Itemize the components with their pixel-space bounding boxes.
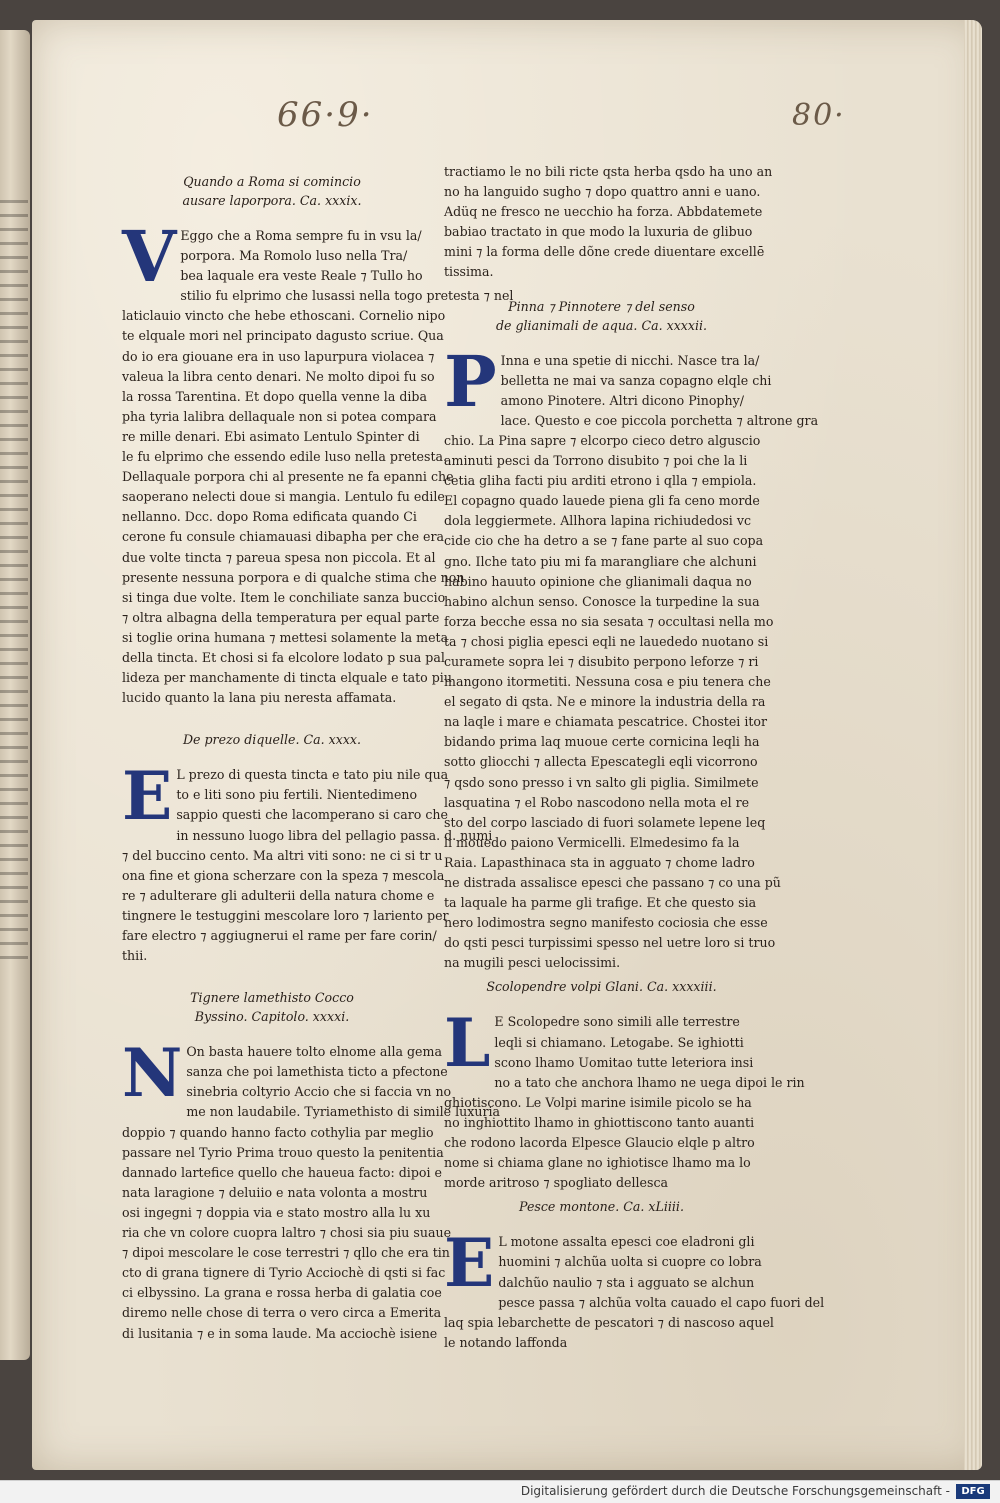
left-page-bleed-text — [0, 200, 28, 960]
text-line: el segato di qsta. Ne e minore la industria della ra — [444, 694, 766, 710]
text-line: Adüq ne fresco ne uecchio ha forza. Abbdatemete — [444, 204, 763, 220]
text-line: bea laquale era veste Reale ⁊ Tullo ho — [180, 268, 423, 284]
text-line: valeua la libra cento denari. Ne molto dipoi fu so — [122, 368, 435, 384]
text-line: no inghiottito lhamo in ghiottiscono tanto auanti — [444, 1114, 755, 1130]
text-line: habino hauuto opinione che glianimali daqua no — [444, 573, 752, 589]
decorated-initial: E — [122, 757, 173, 836]
marginalia-left: 66·9· — [277, 95, 374, 135]
text-line: habino alchun senso. Conosce la turpedine la sua — [444, 593, 760, 609]
text-line: tingnere le testuggini mescolare loro ⁊ lariento per — [122, 907, 449, 923]
text-line: Raia. Lapasthinaca sta in agguato ⁊ chome ladro — [444, 854, 755, 870]
decorated-initial: P — [444, 339, 497, 423]
text-line: aminuti pesci da Torrono disubito ⁊ poi che la li — [444, 453, 748, 469]
text-line: gno. Ilche tato piu mi fa marangliare che alchuni — [444, 553, 757, 569]
left-page-edge — [0, 30, 30, 1360]
chapter-heading — [122, 172, 422, 210]
chapter-40-text — [122, 757, 493, 966]
text-line: ci elbyssino. La grana e rossa herba di galatia coe — [122, 1285, 442, 1301]
chapter-heading — [444, 297, 759, 335]
heading-line: Byssino. Capitolo. xxxxi. — [194, 1009, 350, 1025]
text-line: ⁊ oltra albagna della temperatura per equal parte — [122, 609, 440, 625]
text-line: nero lodimostra segno manifesto cociosia che esse — [444, 915, 768, 931]
text-line: ta laquale ha parme gli trafige. Et che questo sia — [444, 895, 757, 911]
text-line: si toglie orina humana ⁊ mettesi solamente la meta — [122, 629, 449, 645]
heading-line: Tignere lamethisto Cocco — [190, 990, 354, 1006]
text-line: mini ⁊ la forma delle dõne crede diuentare excellē — [444, 244, 765, 260]
text-line: ⁊ del buccino cento. Ma altri viti sono: ne ci si tr u — [122, 847, 443, 863]
page-fore-edge — [964, 20, 982, 1470]
right-column — [444, 162, 825, 1353]
text-line: doppio ⁊ quando hanno facto cothylia par meglio — [122, 1124, 434, 1140]
dfg-logo: DFG — [956, 1484, 990, 1499]
text-line: belletta ne mai va sanza copagno elqle chi — [500, 372, 772, 388]
text-line: no a tato che anchora lhamo ne uega dipoi le rin — [494, 1074, 805, 1090]
text-line: ⁊ qsdo sono presso i vn salto gli piglia. Similmete — [444, 774, 759, 790]
text-line: osi ingegni ⁊ doppia via e stato mostro alla lu xu — [122, 1204, 431, 1220]
text-line: ne distrada assalisce epesci che passano ⁊ co una pũ — [444, 875, 781, 890]
decorated-initial: N — [122, 1034, 183, 1113]
text-line: lucido quanto la lana piu neresta affamata. — [122, 690, 397, 706]
text-line: ona fine et giona scherzare con la speza ⁊ mescola — [122, 867, 445, 883]
text-line: amono Pinotere. Altri dicono Pinophy/ — [500, 392, 744, 408]
heading-line: Pinna ⁊ Pinnotere ⁊ del senso — [508, 298, 695, 314]
text-line: tractiamo le no bili ricte qsta herba qsdo ha uno an — [444, 164, 773, 179]
chapter-heading — [122, 988, 422, 1026]
continuation-lines — [444, 162, 773, 283]
text-line: presente nessuna porpora e di qualche stima che non — [122, 569, 465, 585]
heading-line: De prezo diquelle. Ca. xxxx. — [182, 732, 362, 748]
text-line: do io era giouane era in uso lapurpura violacea ⁊ — [122, 348, 435, 364]
text-line: lace. Questo e coe piccola porchetta ⁊ altrone gra — [500, 412, 819, 428]
text-line: che rodono lacorda Elpesce Glaucio elqle p altro — [444, 1135, 755, 1151]
text-line: nellanno. Dcc. dopo Roma edificata quando Ci — [122, 509, 417, 525]
text-line: Dellaquale porpora chi al presente ne fa epanni che — [122, 469, 454, 485]
text-line: di lusitania ⁊ e in soma laude. Ma acciochè isiene — [122, 1325, 438, 1341]
text-line: diremo nelle chose di terra o vero circa a Emerita — [122, 1305, 442, 1321]
text-line: dalchũo naulio ⁊ sta i agguato se alchun — [498, 1274, 755, 1290]
text-line: ⁊ dipoi mescolare le cose terrestri ⁊ qllo che era tin — [122, 1245, 450, 1261]
heading-line: Quando a Roma si comincio — [183, 174, 361, 189]
funding-credit: Digitalisierung gefördert durch die Deutsche Forschungsgemeinschaft - — [520, 1484, 950, 1498]
text-line: thii. — [122, 948, 148, 964]
text-line: lasquatina ⁊ el Robo nascodono nella mota el re — [444, 794, 750, 810]
text-line: do qsti pesci turpissimi spesso nel uetre loro si truo — [444, 935, 776, 951]
text-line: re mille denari. Ebi asimato Lentulo Spinter di — [122, 428, 420, 444]
decorated-initial: E — [444, 1224, 495, 1303]
heading-line: Pesce montone. Ca. xLiiii. — [519, 1199, 684, 1215]
text-line: no ha languido sugho ⁊ dopo quattro anni e uano. — [444, 184, 761, 200]
text-line: nata laragione ⁊ deluiio e nata volonta a mostru — [122, 1184, 428, 1200]
chapter-42-lines — [444, 351, 819, 974]
text-line: porpora. Ma Romolo luso nella Tra/ — [180, 248, 408, 264]
text-line: sinebria coltyrio Accio che si faccia vn no — [186, 1084, 452, 1100]
text-line: scono lhamo Uomitao tutte leteriora insi — [494, 1054, 754, 1070]
text-line: della tincta. Et chosi si fa elcolore lodato p sua pal — [122, 649, 445, 665]
text-line: fare electro ⁊ aggiugnerui el rame per fare corin/ — [122, 928, 437, 943]
text-line: re ⁊ adulterare gli adulterii della natura chome e — [122, 887, 435, 903]
text-line: cide cio che ha detro a se ⁊ fane parte al suo copa — [444, 533, 764, 549]
text-line: passare nel Tyrio Prima trouo questo la penitentia — [122, 1144, 444, 1160]
text-line: dannado lartefice quello che haueua facto: dipoi e — [122, 1164, 442, 1180]
chapter-43-text — [444, 1004, 805, 1193]
chapter-heading — [444, 977, 759, 996]
chapter-heading — [122, 730, 422, 749]
text-line: huomini ⁊ alchũa uolta si cuopre co lobra — [498, 1254, 762, 1270]
book-page — [32, 20, 982, 1470]
chapter-43-lines — [444, 1004, 805, 1193]
heading-line: Scolopendre volpi Glani. Ca. xxxxiii. — [486, 979, 717, 995]
text-line: me non laudabile. Tyriamethisto di simile luxuria — [186, 1104, 501, 1120]
text-line: sto del corpo lasciado di fuori solamete lepene leq — [444, 814, 766, 830]
text-line: On basta hauere tolto elnome alla gema — [186, 1044, 442, 1060]
text-line: na mugili pesci uelocissimi. — [444, 955, 621, 971]
text-line: le notando laffonda — [444, 1334, 568, 1350]
text-line: dola leggiermete. Allhora lapina richiudedosi vc — [444, 513, 751, 529]
marginalia-right: 80· — [792, 98, 846, 133]
text-line: sappio questi che lacomperano si caro che — [176, 807, 448, 823]
text-line: laq spia lebarchette de pescatori ⁊ di nascoso aquel — [444, 1314, 774, 1330]
text-line: la rossa Tarentina. Et dopo quella venne la diba — [122, 388, 427, 404]
chapter-44-text — [444, 1224, 825, 1353]
text-line: lideza per manchamente di tincta elquale e tato piu — [122, 670, 452, 686]
text-line: chio. La Pina sapre ⁊ elcorpo cieco detro alguscio — [444, 432, 761, 448]
text-line: bidando prima laq muoue certe cornicina leqli ha — [444, 734, 760, 750]
text-line: leqli si chiamano. Letogabe. Se ighiotti — [494, 1034, 744, 1050]
text-line: due volte tincta ⁊ pareua spesa non piccola. Et al — [122, 549, 436, 565]
text-line: ghiotiscono. Le Volpi marine isimile picolo se ha — [444, 1094, 752, 1110]
text-line: E Scolopedre sono simili alle terrestre — [494, 1014, 740, 1030]
continuation-text — [444, 162, 773, 283]
text-line: cetia gliha facti piu arditi etrono i qlla ⁊ empiola. — [444, 473, 757, 489]
text-line: morde aritroso ⁊ spogliato dellesca — [444, 1175, 669, 1191]
text-line: L prezo di questa tincta e tato piu nile qua — [176, 767, 449, 783]
text-line: mangono itormetiti. Nessuna cosa e piu tenera che — [444, 674, 771, 690]
decorated-initial: L — [444, 1004, 491, 1083]
text-line: sanza che poi lamethista ticto a pfectone — [186, 1064, 448, 1080]
chapter-heading — [444, 1197, 759, 1216]
text-line: sotto gliocchi ⁊ allecta Epescategli eqli vicorrono — [444, 754, 758, 770]
text-line: babiao tractato in que modo la luxuria de glibuo — [444, 224, 753, 240]
text-line: forza becche essa no sia sesata ⁊ occultasi nella mo — [444, 613, 774, 629]
text-line: nome si chiama glane no ighiotisce lhamo ma lo — [444, 1155, 751, 1171]
text-line: cto di grana tignere di Tyrio Acciochè di qsti si fac — [122, 1265, 446, 1281]
text-line: ria che vn colore cuopra laltro ⁊ chosi sia piu suaue — [122, 1225, 452, 1241]
text-line: Inna e una spetie di nicchi. Nasce tra la/ — [500, 352, 760, 368]
text-line: stilio fu elprimo che lusassi nella togo pretesta ⁊ nel — [180, 288, 514, 304]
text-line: in nessuno luogo libra del pellagio passa. d. numi — [176, 827, 493, 843]
text-line: laticlauio vincto che hebe ethoscani. Cornelio nipo — [122, 308, 446, 324]
text-line: El copagno quado lauede piena gli fa ceno morde — [444, 493, 760, 509]
text-line: tissima. — [444, 264, 494, 280]
text-line: te elquale mori nel principato dagusto scriue. Qua — [122, 328, 444, 344]
text-line: L motone assalta epesci coe eladroni gli — [498, 1234, 755, 1250]
chapter-41-text — [122, 1034, 501, 1343]
decorated-initial: V — [122, 215, 177, 298]
heading-line: de glianimali de aqua. Ca. xxxxii. — [495, 317, 708, 333]
text-line: Eggo che a Roma sempre fu in vsu la/ — [180, 228, 422, 243]
text-line: li mouedo paiono Vermicelli. Elmedesimo fa la — [444, 834, 740, 850]
text-line: cerone fu consule chiamauasi dibapha per che era — [122, 529, 445, 545]
text-line: ta ⁊ chosi piglia epesci eqli ne lauededo nuotano si — [444, 633, 769, 649]
text-line: si tinga due volte. Item le conchiliate sanza buccio — [122, 589, 446, 605]
text-line: na laqle i mare e chiamata pescatrice. Chostei itor — [444, 714, 768, 730]
text-line: pha tyria lalibra dellaquale non si potea compara — [122, 408, 437, 424]
chapter-42-text — [444, 339, 819, 974]
text-line: saoperano nelecti doue si mangia. Lentulo fu edile — [122, 489, 445, 505]
text-line: pesce passa ⁊ alchũa volta cauado el capo fuori del — [498, 1294, 825, 1310]
text-line: le fu elprimo che essendo edile luso nella pretesta. — [122, 449, 448, 465]
footer-bar — [0, 1480, 1000, 1503]
text-line: to e liti sono piu fertili. Nientedimeno — [176, 787, 418, 803]
heading-line: ausare laporpora. Ca. xxxix. — [182, 193, 362, 208]
text-line: curamete sopra lei ⁊ disubito perpono leforze ⁊ ri — [444, 653, 759, 669]
